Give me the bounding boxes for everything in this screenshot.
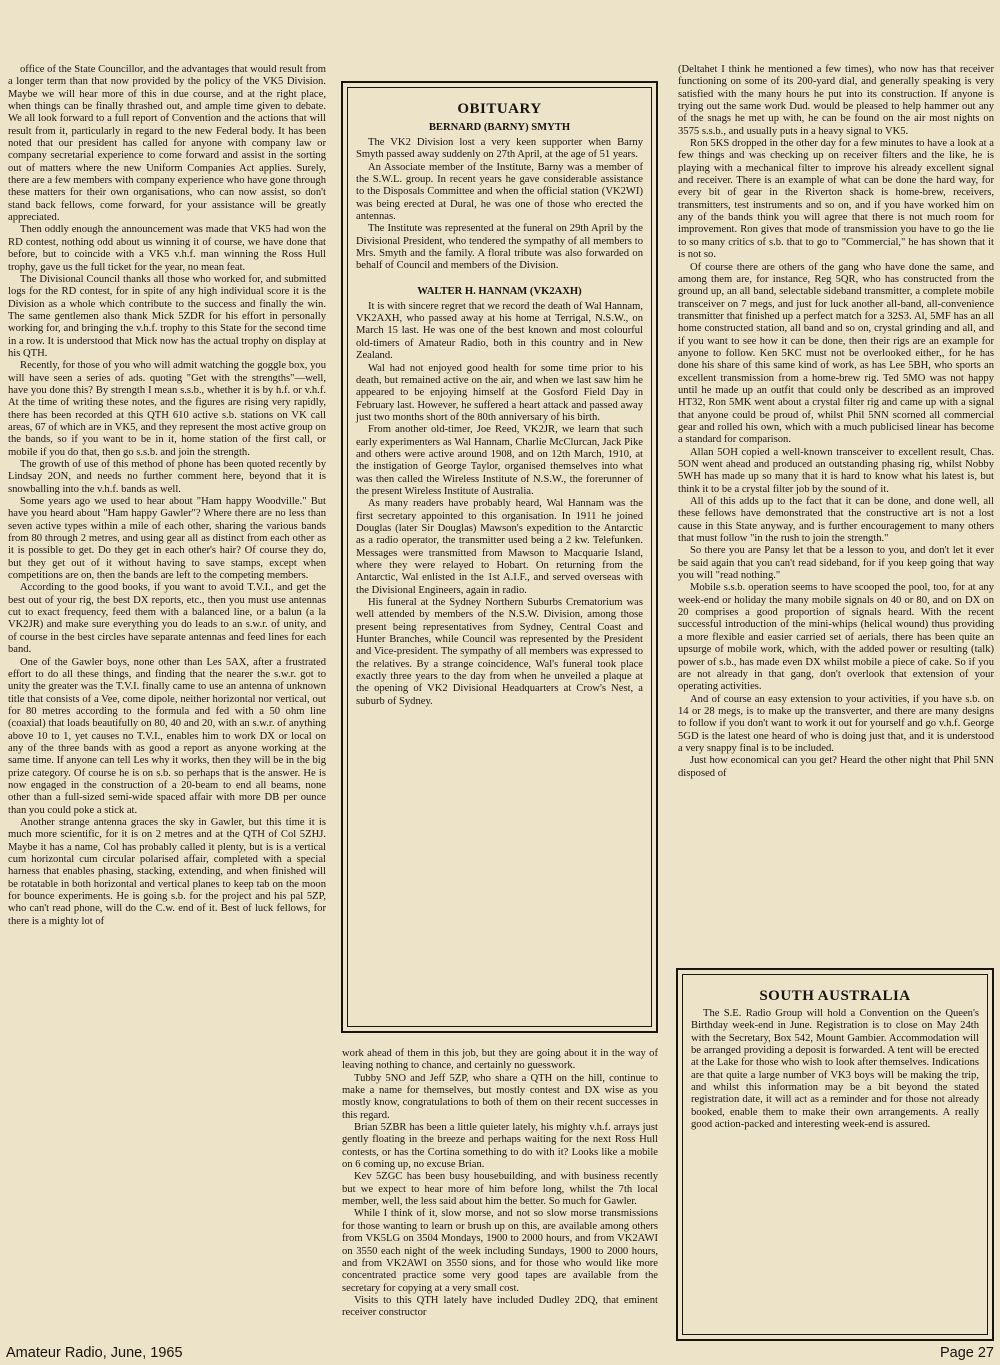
obituary-box <box>341 81 658 1033</box>
middle-lower-column-text <box>342 1048 658 1341</box>
obituary-title: OBITUARY <box>457 101 542 117</box>
left-paragraph-5: The growth of use of this method of phone has been quoted recently by Lindsay 2ON, and needs no further comment here, beyond that it is snowballing into the v.h.f. bands as well. <box>8 459 326 495</box>
middle-paragraph-2: Tubby 5NO and Jeff 5ZP, who share a QTH on the hill, continue to make a name for themselves, but mostly contest and DX wise as you mostly know, congratulations to both of them on their recent successes in this regard. <box>342 1072 658 1121</box>
right-paragraph-8: And of course an easy extension to your activities, if you have s.b. on 14 or 28 megs, is to make up the transverter, and there are many designs to follow if you don't want to work it out for yourself and go v.h.f. George 5GD is the latest one heard of who is doing just that, and it is understood a very snappy final is to be included. <box>678 693 994 754</box>
middle-paragraph-1: work ahead of them in this job, but they are going about it in the way of leaving nothing to chance, and certainly no guesswork. <box>342 1048 658 1072</box>
left-paragraph-2: Then oddly enough the announcement was made that VK5 had won the RD contest, nothing odd about us winning it of course, we have done that before, but to coincide with a VK5 v.h.f. man winning the Ross Hull trophy, gave us the full ticket for the year, no mean feat. <box>8 224 326 273</box>
right-paragraph-9: Just how economical can you get? Heard the other night that Phil 5NN disposed of <box>678 755 994 779</box>
footer-page-number: Page 27 <box>939 1345 994 1361</box>
obituary-hannam-paragraph-3: From another old-timer, Joe Reed, VK2JR, we learn that such early experimenters as Wal Hannam, Charlie McClurcan, Jack Pike and others were active around 1908, and on 12th March, 1910, at the instigation of George Taylor, organised themselves into what was then called the Wireless Institute of N.S.W., the forerunner of the present Wireless Institute of Australia. <box>356 424 643 497</box>
south-australia-inner <box>682 974 988 1335</box>
middle-paragraph-6: Visits to this QTH lately have included Dudley 2DQ, that eminent receiver constructor <box>342 1294 658 1319</box>
south-australia-title: SOUTH AUSTRALIA <box>759 988 911 1004</box>
obituary-smyth-paragraph-1: The VK2 Division lost a very keen supporter when Barny Smyth passed away suddenly on 27th April, at the age of 51 years. <box>356 137 643 161</box>
footer-publication: Amateur Radio, June, 1965 <box>6 1345 183 1361</box>
middle-paragraph-5: While I think of it, slow morse, and not so slow morse transmissions for those wanting to learn or brush up on this, are available among others from VK5LG on 3504 Mondays, 1900 to 2000 hours, and from VK2AWI on 3550 each night of the week including Sundays, 1900 to 2000 hours, and from VK2AWI on 3550 sions, and for those who would like more concentrated practice some very good tapes are available from the secretary for copying at a very small cost. <box>342 1208 658 1294</box>
right-paragraph-1: (Deltahet I think he mentioned a few times), who now has that receiver functioning on some of its 200-yard dial, and generally speaking is very satisfied with the many hours he put into its construction. If anyone is trying out the same work Dud. would be pleased to help hammer out any of the snags he met up with, he can be found on the air most nights on 3575 s.s.b., and usually puts in a heavy signal to VK5. <box>678 64 994 137</box>
obituary-smyth-paragraph-3: The Institute was represented at the funeral on 29th April by the Divisional President, who tendered the sympathy of all members to Mrs. Smyth and the family. A floral tribute was also forwarded on behalf of Council and members of the Division. <box>356 223 643 272</box>
right-paragraph-6: So there you are Pansy let that be a lesson to you, and don't let it ever be said again that you can't read sideband, for if you keep going that way you will "read nothing." <box>678 545 994 582</box>
middle-paragraph-4: Kev 5ZGC has been busy housebuilding, and with business recently but we expect to hear more of him before long, whilst the 7th local member, well, the less said about him the better. So much for Gawler. <box>342 1171 658 1208</box>
left-paragraph-4: Recently, for those of you who will admit watching the goggle box, you will have seen a series of ads. quoting "Get with the strengths"—well, have you done this? By strength I mean s.s.b., whether it is by h.f. or v.h.f. At the time of writing these notes, and the figures are rising very rapidly, there has been recorded at this QTH 610 active s.b. stations on VK call areas, 67 of which are in VK5, and they represent the most active group on the bands, so if you want to be in it, home station of the first call, or mobile if you do that, then go s.s.b. and join the strength. <box>8 360 326 458</box>
page-footer <box>6 1343 994 1365</box>
obituary-inner <box>347 87 652 1027</box>
obituary-hannam-paragraph-4: As many readers have probably heard, Wal Hannam was the first secretary appointed to this organisation. In 1911 he joined Douglas (later Sir Douglas) Mawson's expedition to the Antarctic as a radio operator, the transmitter used being a 2 kw. Telefunken. Messages were transmitted from Mawson to Macquarie Island, where they were relayed to Hobart. On returning from the Antarctic, Wal enlisted in the 1st A.I.F., and served overseas with the Divisional Engineers, again in radio. <box>356 498 643 596</box>
obituary-heading-hannam: WALTER H. HANNAM (VK2AXH) <box>417 285 582 297</box>
obituary-heading-smyth: BERNARD (BARNY) SMYTH <box>428 122 571 133</box>
obituary-hannam-paragraph-5: His funeral at the Sydney Northern Suburbs Crematorium was well attended by members of the N.S.W. Division, among those present being representatives from Sydney, Central Coast and Hunter Branches, while Council was represented by the President and Vice-president. The sympathy of all members was expressed to the relatives. By a strange coincidence, Wal's funeral took place exactly three years to the day from when he unveiled a plaque at the opening of VK2 Divisional Headquarters at Crow's Nest, a suburb of Sydney. <box>356 597 643 707</box>
right-paragraph-2: Ron 5KS dropped in the other day for a few minutes to have a look at a few things and was checking up on receiver filters and the like, he is playing with a mechanical filter to improve his already excellent signal and receiver. There is an example of what can be done the hard way, for every bit of gear in the Riverton shack is home-brew, receivers, transmitters, test instruments and so on, and if you have worked him on any of the bands think you will agree that there is not much room for improvement. Ron gives that mode of transmission you have to go the lie to so many critics of s.b. that to go to "Commercial," he has shown that it is not so. <box>678 138 994 261</box>
obituary-smyth-paragraph-2: An Associate member of the Institute, Barny was a member of the S.W.L. group. In recent years he gave considerable assistance to the Disposals Committee and when the official station (VK2WI) was being erected at Dural, he was one of those who erected the antennas. <box>356 161 643 223</box>
left-paragraph-6: Some years ago we used to hear about "Ham happy Woodville." But have you heard about "Ham happy Gawler"? Where there are no less than seven active types within a mile of each other, sharing the various bands from 80 through 2 metres, and using gear all as distinct from each other as it is possible to get. Do they get in each other's hair? Of course they do, but they get out of it without having to save stamps, except when competitions are on, then the bands are left to the competing members. <box>8 496 326 582</box>
left-paragraph-9: Another strange antenna graces the sky in Gawler, but this time it is much more scientific, for it is on 2 metres and at the QTH of Col 5ZHJ. Maybe it has a name, Col has probably called it plenty, but is is a vertical cum horizontal cum circular polarised affair, completed with a special harness that enables phasing, stacking, extending, and when finished will be rotatable in both horizontal and vertical planes to keep tab on the moon for bounce experiments. He is going s.b. for the project and his pal 5ZP, who can't read phone, will do the C.w. end of it. Best of luck fellows, for there is a mighty lot of <box>8 816 326 927</box>
middle-paragraph-3: Brian 5ZBR has been a little quieter lately, his mighty v.h.f. arrays just gently floating in the breeze and perhaps waiting for the next Ross Hull contests, or has the Cortina something to do with it? Looks like a mobile on 6 coming up, no excuse Brian. <box>342 1122 658 1171</box>
south-australia-paragraph-1: The S.E. Radio Group will hold a Convention on the Queen's Birthday week-end in June. Registration is to close on May 24th with the Secretary, Box 542, Mount Gambier. Accommodation will be arranged providing a deposit is forwarded. A tent will be erected at the Lake for those who wish to look after themselves. Indications are that quite a large number of VK3 boys will be making the trip, and whilst this information may be a bit beyond the stated registration date, it will act as a reminder and for those not already booked, enable them to make their own arrangements. A really good action-packed and interesting week-end is assured. <box>691 1008 979 1131</box>
obituary-hannam-paragraph-1: It is with sincere regret that we record the death of Wal Hannam, VK2AXH, who passed away at his home at Terrigal, N.S.W., on March 15 last. He was one of the best known and most colourful old-timers of Amateur Radio, both in this country and in New Zealand. <box>356 300 643 362</box>
right-paragraph-7: Mobile s.s.b. operation seems to have scooped the pool, too, for at any week-end or holiday the many mobile signals on 40 or 80, and on DX on 20 comprises a good proportion of signals heard. With the recent successful introduction of the mini-whips (helical wound) thus providing a more flexible and easier carried set of aerials, there has been quite an upsurge of mobile work, which, with the added power or resulting (talk) power of s.b., has made even DX whilst mobile a piece of cake. So if you are not already in that gang, don't overlook that extension of your operating activities. <box>678 582 994 693</box>
south-australia-box <box>676 968 994 1341</box>
right-paragraph-5: All of this adds up to the fact that it can be done, and done well, all these fellows have demonstrated that the constructive art is not a lost cause in this State anyway, and is further encouragement to many others that must follow "in the rush to join the strength." <box>678 496 994 545</box>
right-column-text <box>678 64 994 954</box>
right-paragraph-3: Of course there are others of the gang who have done the same, and among them are, for instance, Reg 5QR, who has constructed from the ground up, an all band, selectable sideband transmitter, a complete mobile transceiver on 7 megs, and just for luck another all-band, all-convenience transmitter that finished up a perfect match for a 32S3. Al, 5MF has an all home constructed station, all band and so on, crystal grinding and all, and if you want to see how it can be done, then their rigs are an example for anyone to follow. Ken 5KC must not be overlooked either,, for he has done his share of this same kind of work, as has Lee 5BH, who sports an excellent transmission from a home-brew rig. Ted 5MO was not happy until he made up an outfit that could only be described as an improved HT32, Ron 5MK went about a crystal filter rig and came up with a signal that anyone could be proud of, whilst Phil 5NN scorned all commercial gear and rolled his own, which with a much publicised linear has become a standard for comparison. <box>678 261 994 446</box>
left-paragraph-7: According to the good books, if you want to avoid T.V.I., and get the best out of your rig, the best DX reports, etc., then you must use antennas cut to exact frequency, feed them with a balanced line, or a balun (a la VK2JR) and make sure everything you do leads to an s.w.r. of unity, and of course in the best circles have separate antennas and feed lines for each band. <box>8 582 326 656</box>
left-column-text <box>8 64 326 1341</box>
left-paragraph-1: office of the State Councillor, and the advantages that would result from a longer term than that now provided by the policy of the VK5 Division. Maybe we will hear more of this in due course, and at the right place, when things can be finally thrashed out, and ample time given to debate. We all look forward to a full report of Convention and the actions that will result from it, particularly in regard to the new Federal body. It has been noted that our president has called for anyone with company law or company secretarial experience to come forward and assist in the sorting out of matters where the new Uniform Companies Act applies. Surely, there are a few members with company experience who have gone through these matters for their own organisations, who can now assist, so don't stand back fellows, come forward, for your assistance will be greatly appreciated. <box>8 64 326 224</box>
left-paragraph-8: One of the Gawler boys, none other than Les 5AX, after a frustrated effort to do all these things, and finding that the nearer the s.w.r. got to unity the greater was the T.V.I. finally came to use an antenna of unknown title that consists of a Vee, come dipole, neither horizontal nor vertical, out for 80 metres according to the formula and fed with a 50 ohm line (coaxial) that loads beautifully on 80, 40 and 20, with an s.w.r. of anything above 10 to 1, yet causes no T.V.I., enables him to work DX or local on any of the three bands with as good a report as anyone working at the same time. If anyone can tell Les why it works, then they will be in the big prize category. Of course he is on s.b. so perhaps that is the answer. He is now engaged in the construction of a 20-beam to end all beams, none other than a full-sized semi-wide spaced affair with more DB per ounce than you could poke a stick at. <box>8 656 326 816</box>
obituary-hannam-paragraph-2: Wal had not enjoyed good health for some time prior to his death, but remained active on the air, and when we last saw him he appeared to be enjoying himself at the Gosford Field Day in February last. However, he suffered a heart attack and passed away just two months short of the 80th anniversary of his birth. <box>356 362 643 423</box>
left-paragraph-3: The Divisional Council thanks all those who worked for, and submitted logs for the RD contest, for in spite of any high individual score it is the Division as a whole which contribute to the success and finally the win. The same gentlemen also thank Mick 5ZDR for his effort in personally working for, and bringing the v.h.f. trophy to this State for the second time in a row. It is understood that Mick now has the actual trophy on display at his QTH. <box>8 273 326 359</box>
right-paragraph-4: Allan 5OH copied a well-known transceiver to excellent result, Chas. 5ON went ahead and produced an outstanding phasing rig, whilst Nobby 5WH has made up so many that it is hard to know what his latest is, but think it to be a crystal filter job by the sound of it. <box>678 446 994 495</box>
